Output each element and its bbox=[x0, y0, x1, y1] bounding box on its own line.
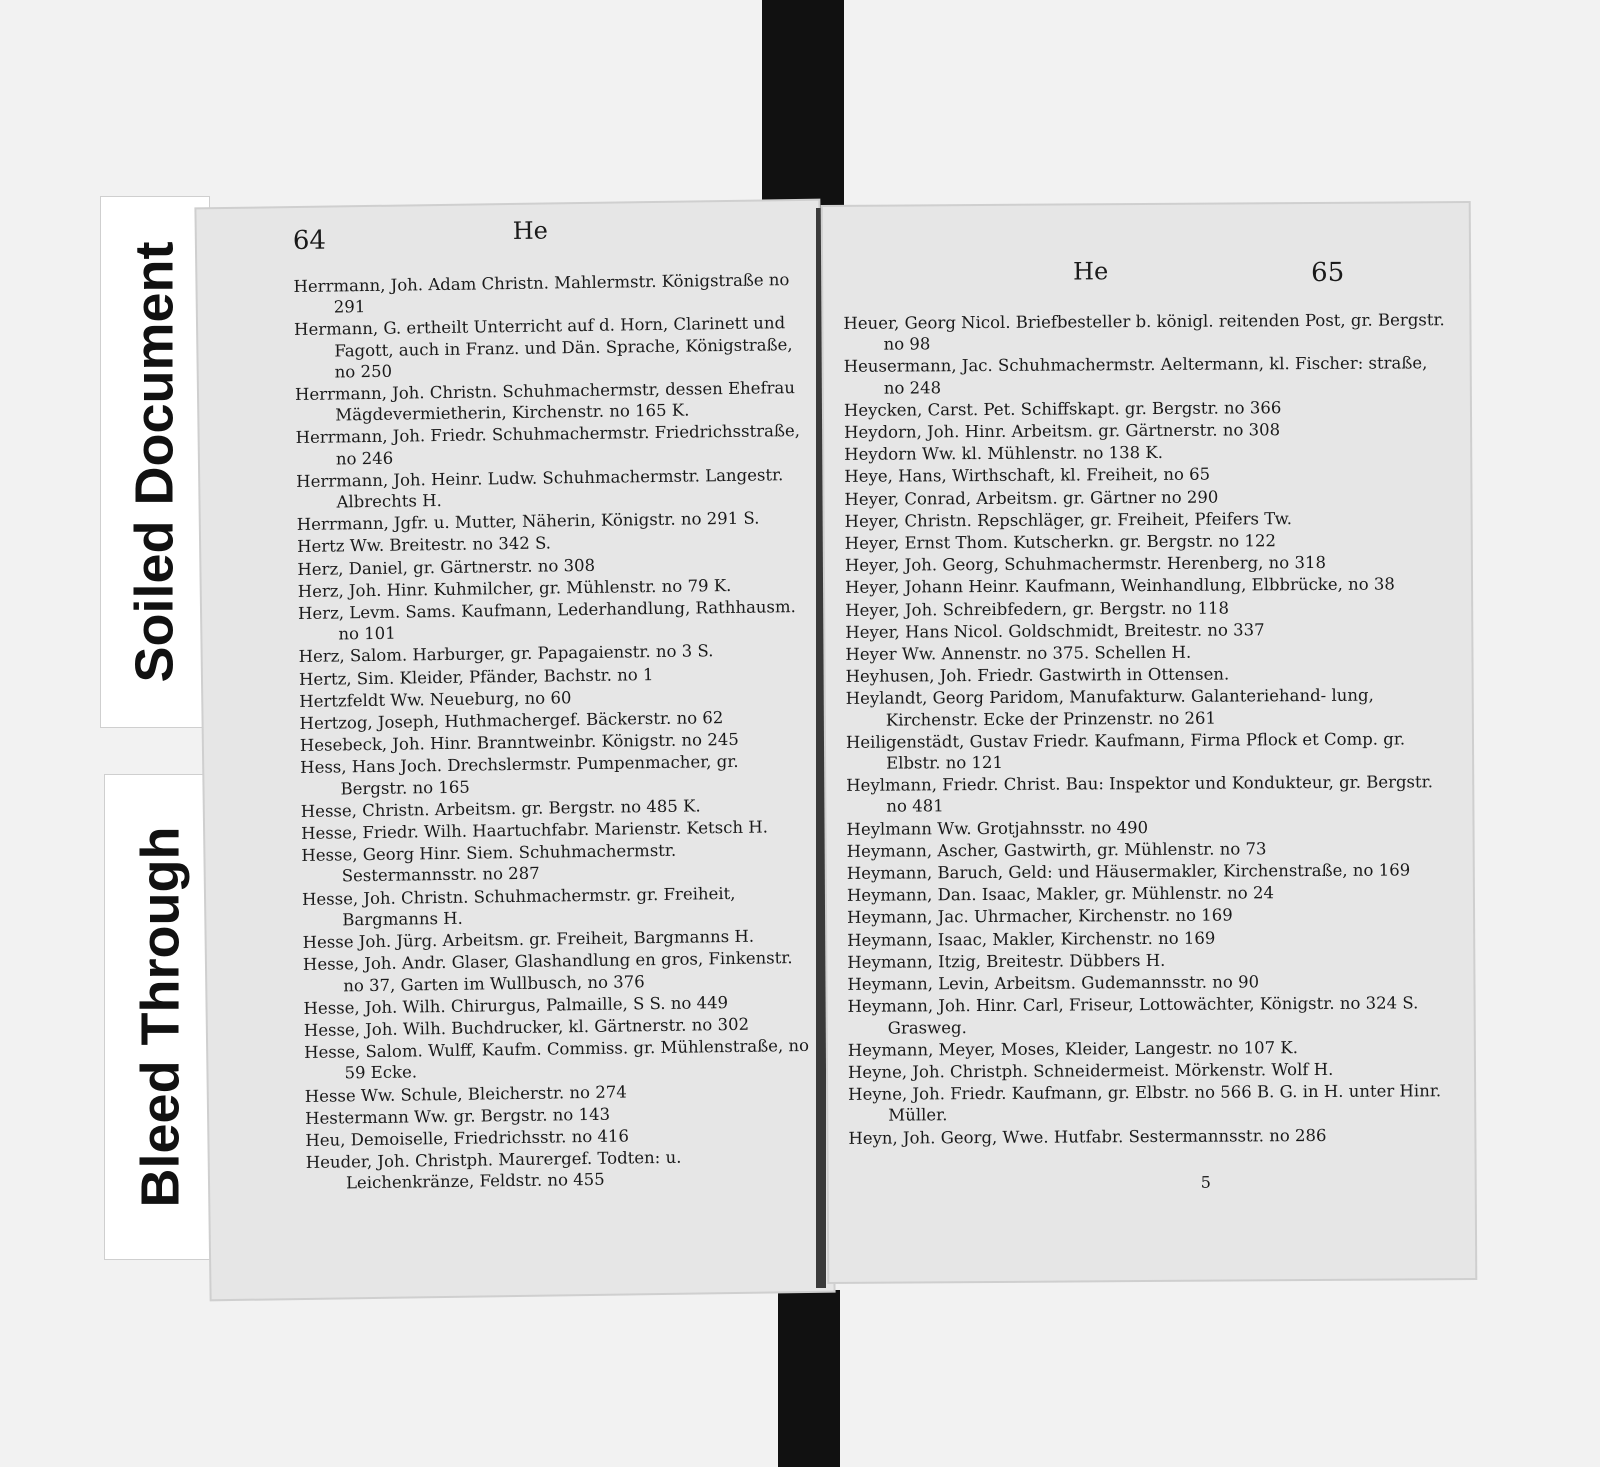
directory-entry: Heyer, Joh. Schreibfedern, gr. Bergstr. no 118 bbox=[845, 598, 1230, 620]
directory-entry: Heye, Hans, Wirthschaft, kl. Freiheit, no 65 bbox=[844, 465, 1211, 487]
right-page-header: He bbox=[1073, 257, 1109, 286]
directory-entry: Hestermann Ww. gr. Bergstr. no 143 bbox=[304, 1104, 611, 1128]
directory-entry: Hertzfeldt Ww. Neueburg, no 60 bbox=[299, 688, 572, 711]
directory-entry: Heymann, Jac. Uhrmacher, Kirchenstr. no 169 bbox=[847, 905, 1233, 928]
directory-entry: Hesse, Friedr. Wilh. Haartuchfabr. Marienstr. Ketsch H. bbox=[301, 817, 769, 844]
directory-entry: Heymann, Baruch, Geld: und Häusermakler, Kirchenstraße, no 169 bbox=[846, 860, 1411, 883]
directory-entry: Hertzog, Joseph, Huthmachergef. Bäckerstr. no 62 bbox=[299, 708, 724, 734]
directory-entry: Heymann, Meyer, Moses, Kleider, Langestr. no 107 K. bbox=[847, 1037, 1299, 1060]
directory-entry: Herrmann, Jgfr. u. Mutter, Näherin, Königstr. no 291 S. bbox=[296, 508, 760, 535]
directory-entry: Heuer, Georg Nicol. Briefbesteller b. königl. reitenden Post, gr. Bergstr. no 98 bbox=[843, 310, 1445, 354]
directory-entry: Hertz Ww. Breitestr. no 342 S. bbox=[297, 533, 552, 557]
directory-entry: Hesse Ww. Schule, Bleicherstr. no 274 bbox=[304, 1081, 627, 1106]
directory-entry: Heyne, Joh. Christph. Schneidermeist. Mörkenstr. Wolf H. bbox=[847, 1059, 1334, 1082]
directory-entry: Heylmann Ww. Grotjahnsstr. no 490 bbox=[846, 817, 1149, 839]
directory-entry: Heyer, Christn. Repschläger, gr. Freiheit, Pfeifers Tw. bbox=[844, 508, 1293, 531]
directory-entry: Heyer, Hans Nicol. Goldschmidt, Breitestr. no 337 bbox=[845, 620, 1265, 642]
directory-entry: Heymann, Dan. Isaac, Makler, gr. Mühlenstr. no 24 bbox=[846, 883, 1275, 906]
directory-entry: Heyer, Conrad, Arbeitsm. gr. Gärtner no 290 bbox=[844, 487, 1219, 509]
directory-entry: Heyer, Ernst Thom. Kutscherkn. gr. Bergstr. no 122 bbox=[844, 531, 1276, 553]
directory-entry: Herrmann, Joh. Adam Christn. Mahlermstr. Königstraße no 291 bbox=[293, 270, 790, 317]
directory-entry: Heuder, Joh. Christph. Maurergef. Todten: u. Leichenkränze, Feldstr. no 455 bbox=[305, 1147, 682, 1193]
directory-entry: Hertz, Sim. Kleider, Pfänder, Bachstr. no 1 bbox=[298, 664, 654, 689]
directory-entry: Heyn, Joh. Georg, Wwe. Hutfabr. Sestermannsstr. no 286 bbox=[848, 1125, 1327, 1148]
left-page-number: 64 bbox=[292, 225, 327, 257]
directory-entry: Hermann, G. ertheilt Unterricht auf d. Horn, Clarinett und Fagott, auch in Franz. und Dän. Sprache, Königstraße, no 250 bbox=[293, 313, 793, 382]
bleed-through-label: Bleed Through bbox=[104, 774, 216, 1260]
directory-entry: Heymann, Joh. Hinr. Carl, Friseur, Lottowächter, Königstr. no 324 S. Grasweg. bbox=[847, 993, 1419, 1038]
directory-entry: Herz, Levm. Sams. Kaufmann, Lederhandlung, Rathhausm. no 101 bbox=[297, 597, 796, 644]
directory-entry: Heydorn, Joh. Hinr. Arbeitsm. gr. Gärtnerstr. no 308 bbox=[844, 420, 1281, 442]
right-page-number: 65 bbox=[1311, 257, 1345, 289]
directory-entry: Hess, Hans Joch. Drechslermstr. Pumpenmacher, gr. Bergstr. no 165 bbox=[300, 752, 739, 799]
directory-entry: Hesebeck, Joh. Hinr. Branntweinbr. Königstr. no 245 bbox=[299, 730, 739, 756]
directory-entry: Heyer, Joh. Georg, Schuhmachermstr. Herenberg, no 318 bbox=[844, 553, 1326, 576]
directory-entry: Heydorn Ww. kl. Mühlenstr. no 138 K. bbox=[844, 443, 1164, 465]
binding-strip-top bbox=[762, 0, 844, 230]
signature-mark: 5 bbox=[1200, 1172, 1211, 1192]
directory-entry: Herz, Daniel, gr. Gärtnerstr. no 308 bbox=[297, 555, 596, 579]
directory-entry: Hesse Joh. Jürg. Arbeitsm. gr. Freiheit, Bargmanns H. bbox=[302, 926, 755, 953]
right-page bbox=[823, 203, 1476, 1282]
directory-entry: Herrmann, Joh. Heinr. Ludw. Schuhmachermstr. Langestr. Albrechts H. bbox=[296, 465, 784, 512]
directory-entry: Hesse, Salom. Wulff, Kaufm. Commiss. gr. Mühlenstraße, no 59 Ecke. bbox=[304, 1036, 810, 1083]
directory-entry: Heusermann, Jac. Schuhmachermstr. Aeltermann, kl. Fischer: straße, no 248 bbox=[843, 353, 1428, 398]
directory-entry: Heyhusen, Joh. Friedr. Gastwirth in Ottensen. bbox=[845, 664, 1230, 687]
binding-strip-bottom bbox=[778, 1290, 840, 1467]
directory-entry: Herz, Joh. Hinr. Kuhmilcher, gr. Mühlenstr. no 79 K. bbox=[297, 575, 732, 601]
directory-entry: Hesse, Christn. Arbeitsm. gr. Bergstr. no 485 K. bbox=[300, 796, 701, 821]
directory-entry: Herrmann, Joh. Christn. Schuhmachermstr, dessen Ehefrau Mägdevermietherin, Kirchenstr. no 165 K. bbox=[294, 378, 796, 425]
left-page bbox=[196, 201, 833, 1300]
directory-entry: Heyne, Joh. Friedr. Kaufmann, gr. Elbstr. no 566 B. G. in H. unter Hinr. Müller. bbox=[848, 1081, 1442, 1125]
left-page-header: He bbox=[512, 216, 549, 245]
directory-entry: Heylmann, Friedr. Christ. Bau: Inspektor und Konduktеur, gr. Bergstr. no 481 bbox=[846, 772, 1433, 817]
directory-entry: Heymann, Isaac, Makler, Kirchenstr. no 169 bbox=[847, 928, 1216, 950]
directory-entry: Heymann, Ascher, Gastwirth, gr. Mühlenstr. no 73 bbox=[846, 839, 1267, 861]
left-entries-list bbox=[293, 269, 814, 1196]
directory-entry: Heiligenstädt, Gustav Friedr. Kaufmann, Firma Pflock et Comp. gr. Elbstr. no 121 bbox=[845, 729, 1406, 773]
right-entries-list bbox=[843, 309, 1456, 1149]
directory-entry: Herz, Salom. Harburger, gr. Papagaienstr. no 3 S. bbox=[298, 641, 714, 667]
directory-entry: Heu, Demoiselle, Friedrichsstr. no 416 bbox=[305, 1126, 630, 1150]
directory-entry: Heyer, Johann Heinr. Kaufmann, Weinhandlung, Elbbrücke, no 38 bbox=[844, 574, 1395, 598]
directory-entry: Hesse, Georg Hinr. Siem. Schuhmachermstr. Sestermannsstr. no 287 bbox=[301, 841, 677, 886]
directory-entry: Heymann, Itzig, Breitestr. Dübbers H. bbox=[847, 950, 1166, 972]
directory-entry: Hesse, Joh. Wilh. Buchdrucker, kl. Gärtnerstr. no 302 bbox=[303, 1014, 750, 1040]
soiled-document-label: Soiled Document bbox=[100, 196, 210, 728]
directory-entry: Hesse, Joh. Wilh. Chirurgus, Palmaille, S S. no 449 bbox=[303, 992, 729, 1018]
directory-entry: Herrmann, Joh. Friedr. Schuhmachermstr. Friedrichsstraße, no 246 bbox=[295, 421, 801, 469]
directory-entry: Hesse, Joh. Christn. Schuhmachermstr. gr. Freiheit, Bargmanns H. bbox=[301, 883, 736, 930]
directory-entry: Heylandt, Georg Paridom, Manufakturw. Galanteriehand- lung, Kirchenstr. Ecke der Prinzenstr. no 261 bbox=[845, 686, 1374, 730]
directory-entry: Heyer Ww. Annenstr. no 375. Schellen H. bbox=[845, 642, 1192, 664]
directory-entry: Hesse, Joh. Andr. Glaser, Glashandlung en gros, Finkenstr. no 37, Garten im Wullbusch, no 376 bbox=[302, 948, 793, 995]
directory-entry: Heymann, Levin, Arbeitsm. Gudemannsstr. no 90 bbox=[847, 972, 1260, 994]
directory-entry: Heycken, Carst. Pet. Schiffskapt. gr. Bergstr. no 366 bbox=[843, 397, 1282, 420]
